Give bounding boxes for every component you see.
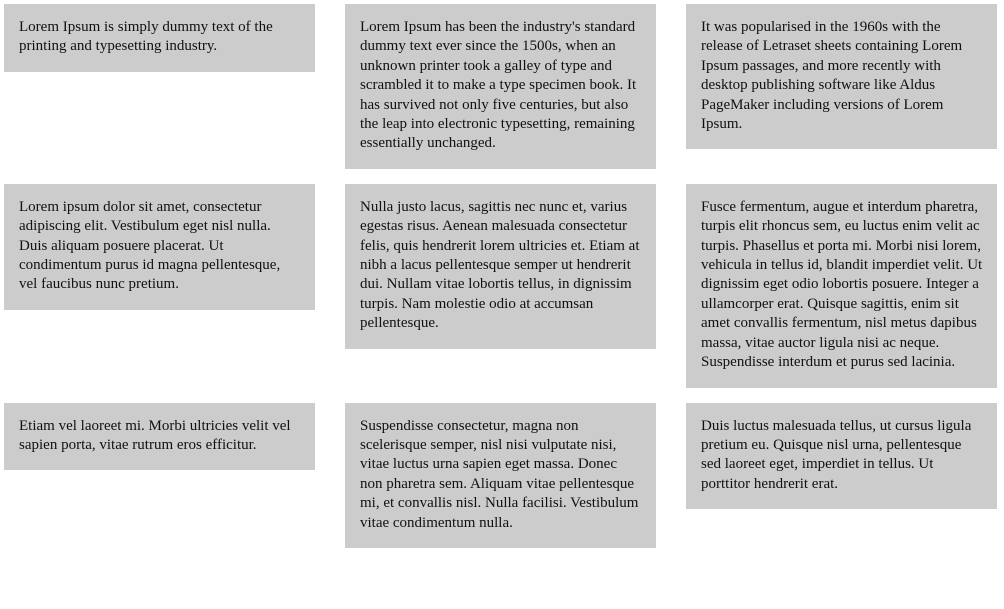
- text-box-content: Nulla justo lacus, sagittis nec nunc et, varius egestas risus. Aenean malesuada consectetur felis, quis hendrerit lorem ultricies et. Etiam at nibh a lacus pellentesque semper ut hendrerit dui. Nullam vitae lobortis tellus, in dignissim turpis. Nam molestie odio at accumsan pellentesque.: [360, 198, 640, 332]
- text-box-1-1: [4, 4, 315, 72]
- grid-row-3: [4, 403, 1004, 548]
- text-box-3-1: [4, 403, 315, 471]
- text-box-2-1: [4, 184, 315, 310]
- text-box-content: It was popularised in the 1960s with the release of Letraset sheets containing Lorem Ipsum passages, and more recently with desktop publishing software like Aldus PageMaker including versions of Lorem Ipsum.: [701, 19, 963, 133]
- text-box-1-3: [686, 4, 997, 149]
- text-box-content: Duis luctus malesuada tellus, ut cursus ligula pretium eu. Quisque nisl urna, pellentesque sed laoreet eget, imperdiet in tellus. Ut porttitor hendrerit erat.: [701, 417, 972, 492]
- text-box-2-2: [345, 184, 656, 349]
- text-box-content: Lorem ipsum dolor sit amet, consectetur adipiscing elit. Vestibulum eget nisl nulla. Duis aliquam posuere placerat. Ut condimentum purus id magna pellentesque, vel faucibus nunc pretium.: [19, 198, 281, 293]
- text-box-content: Suspendisse consectetur, magna non scelerisque semper, nisl nisi vulputate nisi, vitae luctus urna sapien eget massa. Donec non pharetra sem. Aliquam vitae pellentesque mi, et convallis nisl. Nulla facilisi. Vestibulum vitae condimentum nulla.: [360, 417, 639, 531]
- text-box-content: Lorem Ipsum has been the industry's standard dummy text ever since the 1500s, when an unknown printer took a galley of type and scrambled it to make a type specimen book. It has survived not only five centuries, but also the leap into electronic typesetting, remaining essentially unchanged.: [360, 19, 637, 152]
- text-box-grid: [4, 4, 1004, 548]
- text-box-2-3: [686, 184, 997, 388]
- grid-row-1: [4, 4, 1004, 169]
- grid-row-2: [4, 184, 1004, 388]
- text-box-content: Etiam vel laoreet mi. Morbi ultricies velit vel sapien porta, vitae rutrum eros efficitur.: [19, 417, 291, 453]
- text-box-3-2: [345, 403, 656, 548]
- text-box-1-2: [345, 4, 656, 169]
- text-box-content: Lorem Ipsum is simply dummy text of the printing and typesetting industry.: [19, 19, 273, 55]
- text-box-content: Fusce fermentum, augue et interdum pharetra, turpis elit rhoncus sem, eu luctus enim velit ac turpis. Phasellus et porta mi. Morbi nisi lorem, vehicula in tellus id, blandit imperdiet velit. Ut dignissim eget odio lobortis posuere. Integer a ullamcorper erat. Quisque sagittis, enim sit amet convallis fermentum, nisl metus dapibus massa, vitae auctor ligula nisi ac neque. Suspendisse interdum et purus sed lacinia.: [701, 198, 983, 371]
- text-box-3-3: [686, 403, 997, 510]
